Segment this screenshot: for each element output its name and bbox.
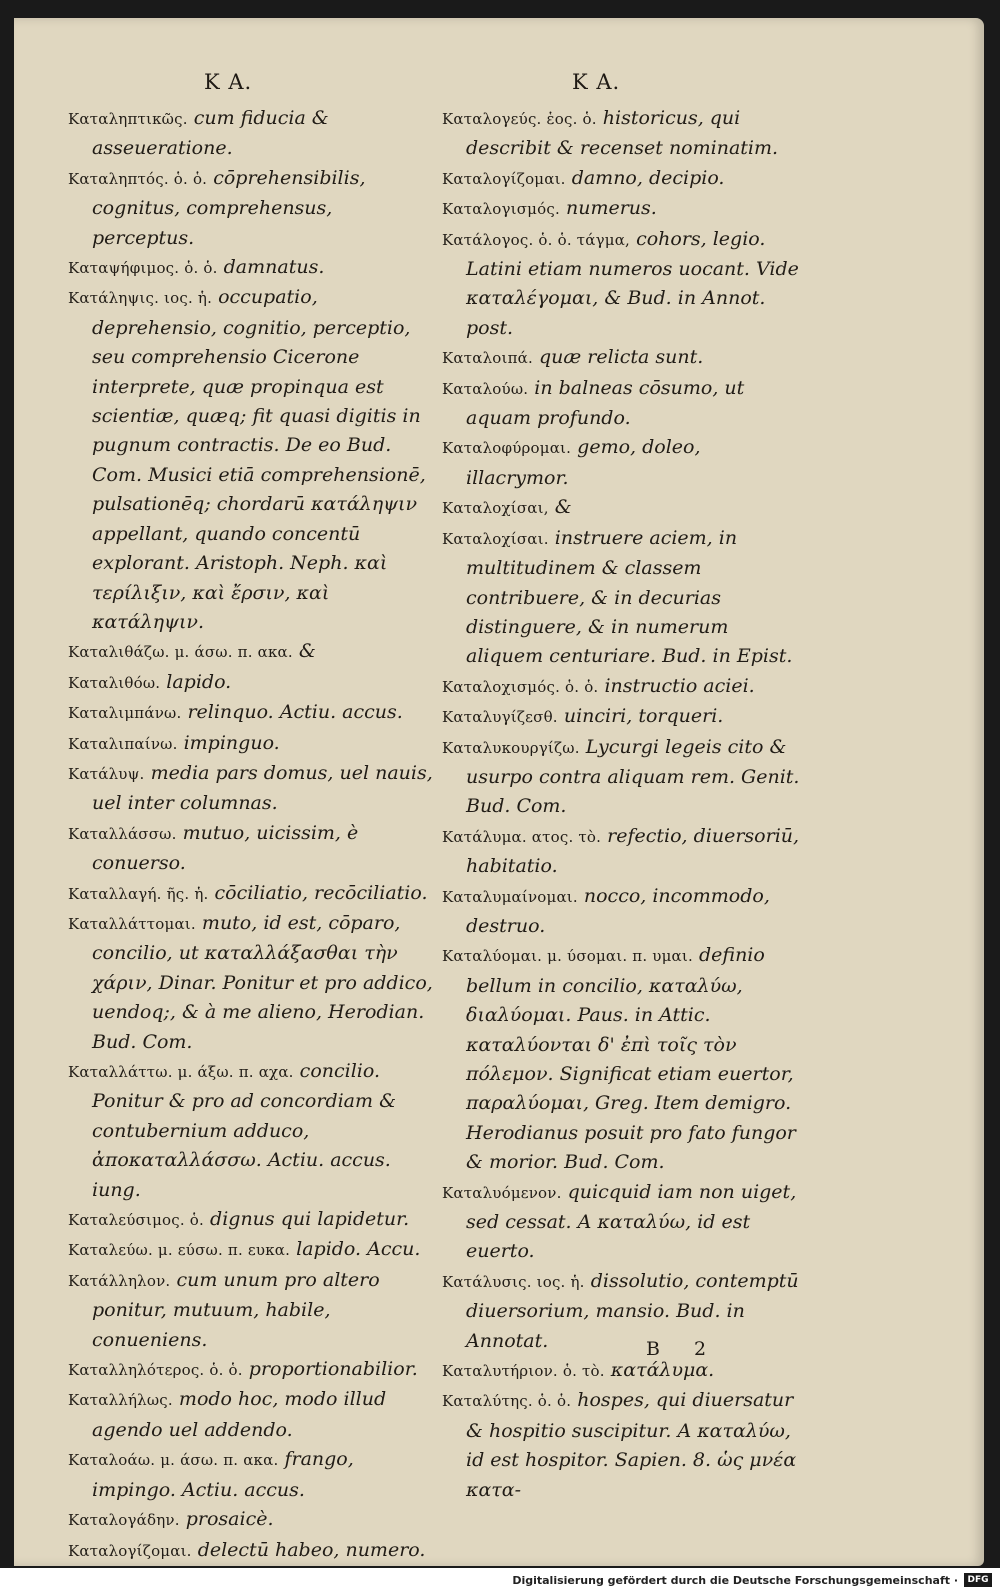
dictionary-entry <box>442 672 804 702</box>
dictionary-entry <box>68 1235 438 1265</box>
entry-headword: Καταλιθάζω. μ. άσω. π. ακα. <box>68 643 293 662</box>
entry-definition: relinquo. Actiu. accus. <box>187 701 403 724</box>
entry-definition: mutuo, uicissim, è conuerso. <box>92 821 359 875</box>
entry-definition: cōprehensibilis, cognitus, comprehensus, perceptus. <box>92 166 366 249</box>
entry-headword: Καταλοχίσαι, <box>442 499 549 518</box>
entry-definition: media pars domus, uel nauis, uel inter columnas. <box>92 761 433 815</box>
right-column <box>442 104 804 1505</box>
entry-headword: Καταλογάδην. <box>68 1511 180 1530</box>
dictionary-entry <box>442 524 804 672</box>
entry-definition: refectio, diuersoriū, habitatio. <box>466 824 800 878</box>
entry-headword: Καταλυμαίνομαι. <box>442 887 578 906</box>
dictionary-entry <box>68 698 438 728</box>
left-column <box>68 104 438 1566</box>
entry-definition: dissolutio, contemptū diuersorium, mansio. Bud. in Annotat. <box>466 1269 799 1352</box>
dictionary-entry <box>442 1178 804 1267</box>
dictionary-entry <box>68 1266 438 1355</box>
dictionary-entry <box>442 702 804 732</box>
dictionary-entry <box>68 1355 438 1385</box>
entry-definition: damno, decipio. <box>571 166 725 189</box>
dictionary-entry <box>442 1386 804 1505</box>
dictionary-entry <box>68 819 438 879</box>
entry-definition: Lycurgi legeis cito & usurpo contra aliquam rem. Genit. Bud. Com. <box>466 735 800 818</box>
entry-headword: Καταλλάττω. μ. άξω. π. αχα. <box>68 1063 294 1081</box>
entry-definition: hospes, qui diuersatur & hospitio suscipitur. A καταλύω, id est hospitor. Sapien. 8. ὡς μνέα κατα- <box>466 1389 797 1501</box>
dictionary-entry <box>68 759 438 819</box>
entry-definition: cum fiducia & asseueratione. <box>92 107 329 160</box>
entry-headword: Καταλληλότερος. ὁ. ὁ. <box>68 1361 243 1380</box>
entry-headword: Καταληπτός. ὁ. ὁ. <box>68 169 208 188</box>
entry-definition: nocco, incommodo, destruo. <box>466 884 770 937</box>
entry-definition: quæ relicta sunt. <box>539 346 704 369</box>
entry-definition: definio bellum in concilio, καταλύω, διαλύομαι. Paus. in Attic. καταλύονται δ' ἐπὶ τοῖς τὸν πόλεμον. Significat etiam euertor, παραλύομαι, Greg. Item demigro. Herodianus posuit pro fato fungor & morior. Bud. Com. <box>466 944 796 1174</box>
entry-headword: Καταλογισμός. <box>442 200 560 219</box>
entry-headword: Καταλύομαι. μ. ύσομαι. π. υμαι. <box>442 947 693 966</box>
entry-definition: dignus qui lapidetur. <box>210 1208 410 1231</box>
dictionary-entry <box>442 733 804 822</box>
entry-headword: Καταλοχίσαι. <box>442 529 549 548</box>
entry-definition: lapido. Accu. <box>296 1238 421 1261</box>
dictionary-entry <box>68 1057 438 1205</box>
entry-headword: Κατάλυμα. ατος. τὸ. <box>442 827 602 846</box>
entry-headword: Καταλιμπάνω. <box>68 704 182 723</box>
entry-definition: & <box>554 496 572 519</box>
entry-headword: Καταλλαγή. ῆς. ἡ. <box>68 884 209 903</box>
entry-definition: cōciliatio, recōciliatio. <box>214 881 428 904</box>
entry-headword: Καταλλάσσω. <box>68 824 177 843</box>
entry-definition: prosaicè. <box>185 1508 274 1531</box>
entry-headword: Καταλεύσιμος. ὁ. <box>68 1211 204 1230</box>
dictionary-entry <box>442 493 804 523</box>
entry-definition: concilio. Ponitur & pro ad concordiam & contubernium adduco, ἀποκαταλλάσσω. Actiu. accus. iung. <box>92 1060 396 1201</box>
dictionary-entry <box>442 822 804 882</box>
entry-headword: Καταλοάω. μ. άσω. π. ακα. <box>68 1451 279 1470</box>
entry-headword: Καταλυγίζεσθ. <box>442 708 558 727</box>
entry-headword: Καταλοφύρομαι. <box>442 439 572 458</box>
entry-headword: Κατάλυσις. ιος. ἡ. <box>442 1272 585 1291</box>
entry-definition: modo hoc, modo illud agendo uel addendo. <box>92 1388 387 1441</box>
dictionary-entry <box>442 941 804 1177</box>
entry-definition: historicus, qui describit & recenset nominatim. <box>466 107 779 160</box>
entry-definition: frango, impingo. Actiu. accus. <box>92 1448 354 1501</box>
entry-definition: occupatio, deprehensio, cognitio, perceptio, seu comprehensio Cicerone interprete, quæ propinqua est scientiæ, quæq; fit quasi digitis in pugnum contractis. De eo Bud. Com. Musici etiā comprehensionē, pulsationēq; chordarū κατάληψιν appellant, quando concentū explorant. Aristoph. Neph. καὶ τερίλιξιν, καὶ ἔρσιν, καὶ κατάληψιν. <box>92 286 426 633</box>
dictionary-entry <box>442 104 804 164</box>
dictionary-entry <box>68 1385 438 1445</box>
book-page <box>14 18 984 1566</box>
dictionary-entry <box>68 637 438 667</box>
left-running-head: K A. <box>204 70 253 94</box>
dictionary-entry <box>442 1267 804 1356</box>
dictionary-entry <box>68 1505 438 1535</box>
dictionary-entry <box>442 225 804 344</box>
dictionary-entry <box>68 104 438 164</box>
dictionary-entry <box>68 729 438 759</box>
signature-mark: B 2 <box>646 1338 721 1360</box>
entry-definition: & <box>298 640 316 663</box>
entry-definition: impinguo. <box>183 731 280 754</box>
entry-definition: instruere aciem, in multitudinem & classem contribuere, & in decurias distinguere, & in numerum aliquem centuriare. Bud. in Epist. <box>466 526 793 668</box>
right-running-head: K A. <box>572 70 621 94</box>
entry-definition: in balneas cōsumo, ut aquam profundo. <box>466 376 745 430</box>
entry-headword: Κατάλληλον. <box>68 1271 171 1290</box>
entry-definition: instructio aciei. <box>604 674 755 697</box>
entry-headword: Κατάλογος. ὁ. ὁ. τάγμα, <box>442 230 631 249</box>
entry-headword: Κατάληψις. ιος. ἡ. <box>68 289 213 308</box>
entry-definition: cohors, legio. Latini etiam numeros uocant. Vide καταλέγομαι, & Bud. in Annot. post. <box>466 227 799 339</box>
dictionary-entry <box>68 283 438 637</box>
entry-headword: Καταλλάττομαι. <box>68 914 196 933</box>
dictionary-entry <box>68 1205 438 1235</box>
entry-headword: Καταλούω. <box>442 379 529 398</box>
dictionary-entry <box>68 909 438 1057</box>
entry-definition: delectū habeo, numero. <box>197 1538 426 1561</box>
entry-headword: Καταλλήλως. <box>68 1391 173 1410</box>
entry-headword: Καταλυκουργίζω. <box>442 738 580 757</box>
entry-definition: damnatus. <box>223 256 325 279</box>
dictionary-entry <box>68 879 438 909</box>
dictionary-entry <box>442 343 804 373</box>
entry-definition: uinciri, torqueri. <box>563 705 724 728</box>
entry-definition: κατάλυμα. <box>610 1359 715 1382</box>
footer-credit: Digitalisierung gefördert durch die Deutsche Forschungsgemeinschaft · <box>512 1574 958 1587</box>
entry-definition: proportionabilior. <box>248 1358 418 1381</box>
dictionary-entry <box>442 164 804 194</box>
entry-definition: quicquid iam non uiget, sed cessat. A καταλύω, id est euerto. <box>466 1180 797 1263</box>
entry-headword: Καταληπτικῶς. <box>68 110 188 128</box>
entry-headword: Καταλιπαίνω. <box>68 734 178 753</box>
entry-headword: Καταλιθόω. <box>68 673 161 692</box>
dictionary-entry <box>68 164 438 253</box>
entry-headword: Καταλογίζομαι. <box>442 169 566 188</box>
entry-headword: Καταλογίζομαι. <box>68 1541 192 1560</box>
digitization-footer <box>0 1568 1000 1592</box>
dictionary-entry <box>442 433 804 493</box>
dfg-logo: DFG <box>964 1573 992 1587</box>
entry-headword: Καταλοιπά. <box>442 349 533 368</box>
entry-headword: Καταψήφιμος. ὁ. ὁ. <box>68 259 218 278</box>
dictionary-entry <box>442 374 804 434</box>
entry-headword: Καταλύτης. ὁ. ὁ. <box>442 1392 572 1411</box>
dictionary-entry <box>442 1356 804 1386</box>
entry-headword: Καταλυτήριον. ὁ. τὸ. <box>442 1362 605 1381</box>
entry-definition: gemo, doleo, illacrymor. <box>466 436 701 489</box>
entry-headword: Καταλεύω. μ. εύσω. π. ευκα. <box>68 1241 291 1260</box>
entry-headword: Καταλογεύς. ἑος. ὁ. <box>442 110 597 128</box>
entry-definition: numerus. <box>565 197 657 220</box>
dictionary-entry <box>68 253 438 283</box>
dictionary-entry <box>68 1536 438 1566</box>
dictionary-entry <box>442 882 804 942</box>
dictionary-entry <box>68 1445 438 1505</box>
entry-definition: muto, id est, cōparo, concilio, ut καταλλάξασθαι τὴν χάριν, Dinar. Ponitur et pro addico, uendoq;, & à me alieno, Herodian. Bud. Com. <box>92 911 433 1053</box>
entry-definition: lapido. <box>166 670 232 693</box>
dictionary-entry <box>68 668 438 698</box>
dictionary-entry <box>442 194 804 224</box>
entry-definition: cum unum pro altero ponitur, mutuum, habile, conueniens. <box>92 1268 380 1351</box>
entry-headword: Καταλυόμενον. <box>442 1183 562 1202</box>
entry-headword: Κατάλυψ. <box>68 764 145 783</box>
entry-headword: Καταλοχισμός. ὁ. ὁ. <box>442 677 599 696</box>
